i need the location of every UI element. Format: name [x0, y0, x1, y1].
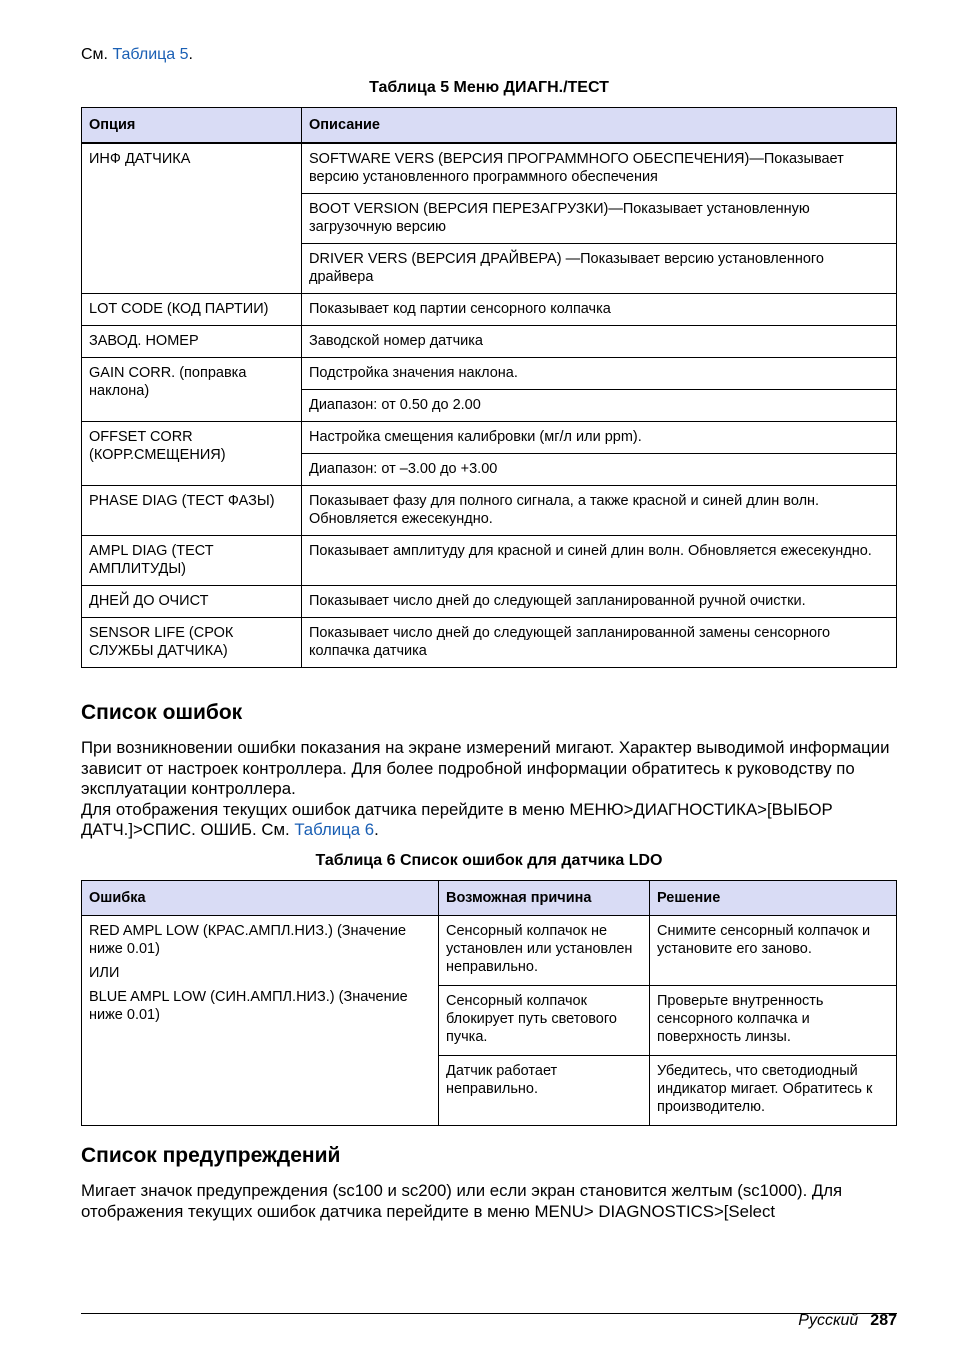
- solution-cell: Убедитесь, что светодиодный индикатор мигает. Обратитесь к производителю.: [650, 1056, 897, 1126]
- option-cell: SENSOR LIFE (СРОК СЛУЖБЫ ДАТЧИКА): [82, 618, 302, 668]
- table6-header-solution: Решение: [650, 881, 897, 916]
- table6-caption: Таблица 6 Список ошибок для датчика LDO: [315, 852, 663, 869]
- option-cell: OFFSET CORR (КОРР.СМЕЩЕНИЯ): [82, 422, 302, 486]
- option-cell: LOT CODE (КОД ПАРТИИ): [82, 294, 302, 326]
- table-row: [82, 358, 897, 390]
- description-cell: Показывает амплитуду для красной и синей длин волн. Обновляется ежесекундно.: [302, 536, 897, 586]
- option-cell: AMPL DIAG (ТЕСТ АМПЛИТУДЫ): [82, 536, 302, 586]
- errors-heading: Список ошибок: [81, 701, 243, 724]
- table5-caption: Таблица 5 Меню ДИАГН./ТЕСТ: [369, 79, 609, 96]
- error-line: ИЛИ: [89, 965, 120, 981]
- description-cell: Настройка смещения калибровки (мг/л или ppm).: [302, 422, 897, 454]
- see-prefix: См.: [81, 46, 113, 63]
- footer-divider: [81, 1313, 897, 1314]
- description-cell: Диапазон: от –3.00 до +3.00: [302, 454, 897, 486]
- see-suffix: .: [188, 46, 193, 63]
- errors-paragraph-1: При возникновении ошибки показания на экране измерений мигают. Характер выводимой информации зависит от настроек контроллера. Для более подробной информации обратитесь к руководству по эксплуатации контроллера.: [81, 738, 890, 798]
- table6: [81, 880, 897, 1126]
- table5: [81, 107, 897, 668]
- option-cell: PHASE DIAG (ТЕСТ ФАЗЫ): [82, 486, 302, 536]
- page-footer: [798, 1312, 897, 1330]
- description-cell: Показывает фазу для полного сигнала, а также красной и синей длин волн. Обновляется ежесекундно.: [302, 486, 897, 536]
- option-cell: ЗАВОД. НОМЕР: [82, 326, 302, 358]
- table6-link[interactable]: Таблица 6: [294, 820, 375, 839]
- solution-cell: Снимите сенсорный колпачок и установите его заново.: [650, 916, 897, 986]
- table-row: [82, 326, 897, 358]
- table-row: [82, 422, 897, 454]
- solution-cell: Проверьте внутренность сенсорного колпачка и поверхность линзы.: [650, 986, 897, 1056]
- warnings-paragraph: Мигает значок предупреждения (sc100 и sc200) или если экран становится желтым (sc1000). Для отображения текущих ошибок датчика перейдите в меню MENU> DIAGNOSTICS>[Select: [81, 1181, 843, 1221]
- description-cell: SOFTWARE VERS (ВЕРСИЯ ПРОГРАММНОГО ОБЕСПЕЧЕНИЯ)—Показывает версию установленного программного обеспечения: [302, 143, 897, 194]
- table5-header-description: Описание: [302, 108, 897, 144]
- option-cell: GAIN CORR. (поправка наклона): [82, 358, 302, 422]
- error-cell: [82, 916, 439, 1126]
- option-cell: ДНЕЙ ДО ОЧИСТ: [82, 586, 302, 618]
- description-cell: Показывает код партии сенсорного колпачка: [302, 294, 897, 326]
- warnings-heading: Список предупреждений: [81, 1144, 341, 1167]
- error-line: RED AMPL LOW (КРАС.АМПЛ.НИЗ.) (Значение ниже 0.01): [89, 923, 407, 957]
- description-cell: Подстройка значения наклона.: [302, 358, 897, 390]
- table6-header-cause: Возможная причина: [439, 881, 650, 916]
- table6-header-error: Ошибка: [82, 881, 439, 916]
- cause-cell: Сенсорный колпачок блокирует путь светового пучка.: [439, 986, 650, 1056]
- errors-paragraph-2-suffix: .: [374, 820, 379, 839]
- description-cell: Заводской номер датчика: [302, 326, 897, 358]
- description-cell: Показывает число дней до следующей запланированной ручной очистки.: [302, 586, 897, 618]
- cause-cell: Сенсорный колпачок не установлен или установлен неправильно.: [439, 916, 650, 986]
- errors-paragraph: [81, 738, 897, 841]
- errors-paragraph-2: [81, 800, 897, 841]
- table-row: [82, 618, 897, 668]
- description-cell: Диапазон: от 0.50 до 2.00: [302, 390, 897, 422]
- table-row: [82, 916, 897, 986]
- description-cell: BOOT VERSION (ВЕРСИЯ ПЕРЕЗАГРУЗКИ)—Показывает установленную загрузочную версию: [302, 194, 897, 244]
- table5-header-option: Опция: [82, 108, 302, 144]
- table-row: [82, 486, 897, 536]
- table-row: [82, 143, 897, 194]
- cause-cell: Датчик работает неправильно.: [439, 1056, 650, 1126]
- table-row: [82, 586, 897, 618]
- description-cell: Показывает число дней до следующей запланированной замены сенсорного колпачка датчика: [302, 618, 897, 668]
- table-row: [82, 294, 897, 326]
- table5-link[interactable]: Таблица 5: [112, 46, 189, 63]
- footer-language: Русский: [798, 1312, 859, 1329]
- description-cell: DRIVER VERS (ВЕРСИЯ ДРАЙВЕРА) —Показывает версию установленного драйвера: [302, 244, 897, 294]
- error-line: BLUE AMPL LOW (СИН.АМПЛ.НИЗ.) (Значение ниже 0.01): [89, 989, 408, 1023]
- errors-paragraph-2-text: Для отображения текущих ошибок датчика перейдите в меню МЕНЮ>ДИАГНОСТИКА>[ВЫБОР ДАТЧ.]>СПИС. ОШИБ. См.: [81, 799, 833, 839]
- option-cell: ИНФ ДАТЧИКА: [82, 143, 302, 294]
- page-number: 287: [870, 1312, 897, 1329]
- see-reference: [81, 46, 193, 64]
- table-row: [82, 536, 897, 586]
